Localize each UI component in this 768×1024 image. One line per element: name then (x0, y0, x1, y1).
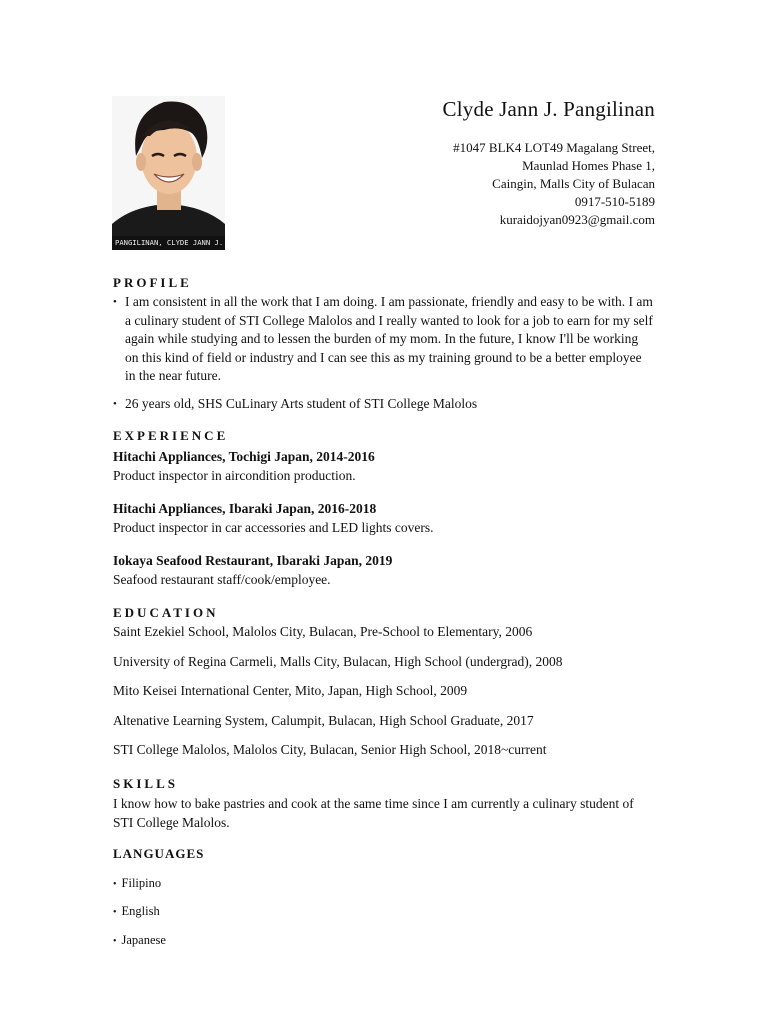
section-title-profile: PROFILE (113, 275, 192, 290)
skills-text: I know how to bake pastries and cook at the same time since I am currently a culinary student of STI College Malolos. (113, 796, 634, 830)
bullet-icon: • (113, 936, 117, 947)
section-title-skills: SKILLS (113, 776, 178, 791)
job-title: Iokaya Seafood Restaurant, Ibaraki Japan, 2019 (113, 553, 393, 568)
address-line: Caingin, Malls City of Bulacan (492, 176, 655, 191)
education-entry: Mito Keisei International Center, Mito, Japan, High School, 2009 (113, 683, 468, 698)
address-line: #1047 BLK4 LOT49 Magalang Street, (453, 140, 655, 155)
contact-address (453, 139, 655, 229)
profile-bullet (113, 293, 653, 386)
language-label: English (121, 904, 160, 918)
bullet-icon: • (113, 296, 117, 308)
photo-caption: PANGILINAN, CLYDE JANN J. (112, 236, 225, 250)
address-line: Maunlad Homes Phase 1, (522, 158, 655, 173)
education-entry: STI College Malolos, Malolos City, Bulacan, Senior High School, 2018~current (113, 742, 547, 757)
person-portrait-icon (112, 96, 225, 250)
language-item (113, 904, 160, 919)
profile-photo (112, 96, 225, 250)
phone-number: 0917-510-5189 (574, 194, 655, 209)
job-description: Product inspector in car accessories and LED lights covers. (113, 520, 434, 535)
section-title-languages: LANGUAGES (113, 846, 205, 861)
language-label: Filipino (121, 876, 162, 890)
language-item (113, 933, 166, 948)
job-title: Hitachi Appliances, Tochigi Japan, 2014-2016 (113, 449, 375, 464)
section-title-experience: EXPERIENCE (113, 428, 229, 443)
profile-bullet (113, 395, 653, 414)
job-description: Product inspector in aircondition production. (113, 468, 356, 483)
bullet-icon: • (113, 398, 117, 410)
job-title: Hitachi Appliances, Ibaraki Japan, 2016-2018 (113, 501, 377, 516)
section-title-education: EDUCATION (113, 605, 219, 620)
profile-text: I am consistent in all the work that I am doing. I am passionate, friendly and easy to be with. I am a culinary student of STI College Malolos and I really wanted to look for a job to earn for my self again while studying and to lessen the burden of my mom. In the future, I know I'll be working on this kind of field or industry and I can see this as my training ground to be a better employee in the near future. (125, 294, 653, 384)
education-entry: University of Regina Carmeli, Malls City, Bulacan, High School (undergrad), 2008 (113, 654, 563, 669)
language-item (113, 876, 161, 891)
education-entry: Altenative Learning System, Calumpit, Bulacan, High School Graduate, 2017 (113, 713, 534, 728)
bullet-icon: • (113, 907, 117, 918)
job-description: Seafood restaurant staff/cook/employee. (113, 572, 331, 587)
page-title: Clyde Jann J. Pangilinan (442, 97, 655, 121)
profile-text: 26 years old, SHS CuLinary Arts student of STI College Malolos (125, 396, 478, 411)
email-address: kuraidojyan0923@gmail.com (499, 212, 655, 227)
education-entry: Saint Ezekiel School, Malolos City, Bulacan, Pre-School to Elementary, 2006 (113, 624, 533, 639)
language-label: Japanese (121, 933, 166, 947)
bullet-icon: • (113, 879, 117, 890)
